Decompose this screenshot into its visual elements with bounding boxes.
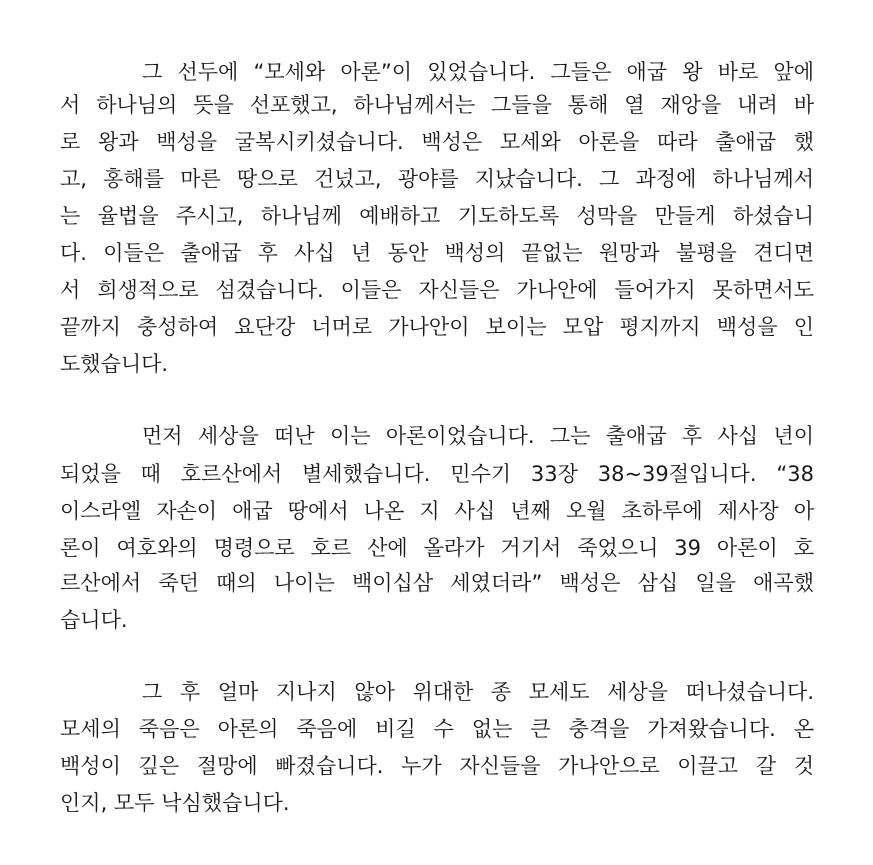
paragraph-1-line-4: 고, 홍해를 마른 땅으로 건넜고, 광야를 지났습니다. 그 과정에 하나님께서 bbox=[60, 167, 814, 191]
paragraph-2-line-3: 이스라엘 자손이 애굽 땅에서 나온 지 사십 년째 오월 초하루에 제사장 아 bbox=[60, 499, 814, 523]
paragraph-1-line-7: 서 희생적으로 섬겼습니다. 이들은 자신들은 가나안에 들어가지 못하면서도 bbox=[60, 278, 814, 302]
paragraph-2-line-6: 습니다. bbox=[60, 608, 128, 632]
paragraph-3-line-2: 모세의 죽음은 아론의 죽음에 비길 수 없는 큰 충격을 가져왔습니다. 온 bbox=[60, 717, 814, 741]
paragraph-2-line-1: 먼저 세상을 떠난 이는 아론이었습니다. 그는 출애굽 후 사십 년이 bbox=[142, 424, 814, 448]
paragraph-1-line-2: 서 하나님의 뜻을 선포했고, 하나님께서는 그들을 통해 열 재앙을 내려 바 bbox=[60, 93, 814, 117]
paragraph-1-line-6: 다. 이들은 출애굽 후 사십 년 동안 백성의 끝없는 원망과 불평을 견디면 bbox=[60, 241, 814, 265]
paragraph-3-line-1: 그 후 얼마 지나지 않아 위대한 종 모세도 세상을 떠나셨습니다. bbox=[142, 680, 814, 704]
paragraph-1-line-9: 도했습니다. bbox=[60, 352, 169, 376]
paragraph-1-line-8: 끝까지 충성하여 요단강 너머로 가나안이 보이는 모압 평지까지 백성을 인 bbox=[60, 315, 814, 339]
paragraph-1-line-3: 로 왕과 백성을 굴복시키셨습니다. 백성은 모세와 아론을 따라 출애굽 했 bbox=[60, 130, 814, 154]
paragraph-3-line-3: 백성이 깊은 절망에 빠졌습니다. 누가 자신들을 가나안으로 이끌고 갈 것 bbox=[60, 754, 814, 778]
paragraph-1-line-5: 는 율법을 주시고, 하나님께 예배하고 기도하도록 성막을 만들게 하셨습니 bbox=[60, 204, 814, 228]
paragraph-2-line-2: 되었을 때 호르산에서 별세했습니다. 민수기 33장 38~39절입니다. “38 bbox=[60, 462, 814, 486]
paragraph-2-line-4: 론이 여호와의 명령으로 호르 산에 올라가 거기서 죽었으니 39 아론이 호 bbox=[60, 536, 814, 560]
paragraph-3-line-4: 인지, 모두 낙심했습니다. bbox=[60, 791, 290, 815]
paragraph-1-line-1: 그 선두에 “모세와 아론”이 있었습니다. 그들은 애굽 왕 바로 앞에 bbox=[142, 60, 814, 84]
paragraph-2-line-5: 르산에서 죽던 때의 나이는 백이십삼 세였더라” 백성은 삼십 일을 애곡했 bbox=[60, 571, 814, 595]
